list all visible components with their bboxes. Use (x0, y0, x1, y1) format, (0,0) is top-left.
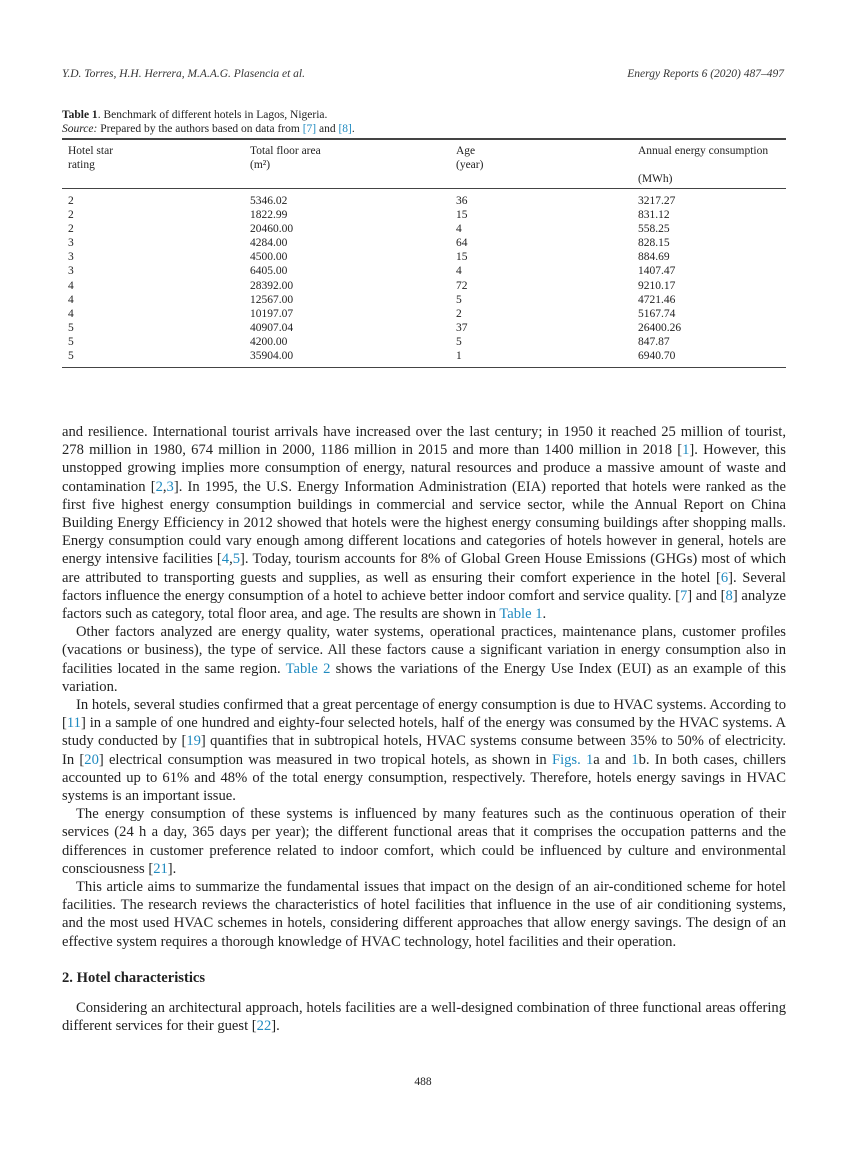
table-row (62, 335, 786, 349)
table-cell: 3217.27 (638, 195, 676, 207)
text-run: ] electrical consumption was measured in two tropical hotels, as shown in (98, 751, 552, 768)
table-cell: 6405.00 (250, 265, 288, 278)
column-header-line: Annual energy consumption (638, 145, 769, 157)
citation-link[interactable]: 21 (153, 860, 168, 877)
citation-link[interactable]: 11 (66, 715, 81, 732)
text-run: and resilience. International tourist arrivals have increased over the last century; in 1950 it reached 25 million of tourist, 278 million in 1980, 674 million in 2000, 1186 million in 2015 and more than 1400 million in 2018 [ (62, 424, 786, 459)
column-header (450, 139, 632, 189)
column-header-line: rating (68, 159, 95, 171)
table-cell: 4284.00 (250, 237, 288, 250)
table-row (62, 321, 786, 335)
table-cell: 558.25 (638, 223, 670, 236)
table-row (62, 236, 786, 250)
table-cell: 12567.00 (250, 293, 294, 306)
text-run: Considering an architectural approach, hotels facilities are a well-designed combination of three functional areas offering different services for their guest [ (62, 1000, 786, 1035)
text-run: shows the variations of the Energy Use Index (EUI) as an example of this variation. (62, 660, 787, 695)
citation-link[interactable]: 1 (682, 442, 690, 459)
table-row (62, 264, 786, 278)
table-cell: 64 (456, 237, 468, 250)
citation-link[interactable]: 5 (232, 551, 241, 568)
ref-link[interactable]: [7] (302, 123, 317, 135)
table-row (62, 349, 786, 368)
column-header-line: (year) (456, 159, 484, 171)
table-cell: 884.69 (638, 251, 670, 264)
text-run: In hotels, several studies confirmed that a great percentage of energy consumption is due to HVAC systems. According to [ (62, 697, 786, 732)
table-header-row (62, 139, 786, 189)
table-cell: 4721.46 (638, 293, 676, 306)
table-cell: 36 (456, 195, 468, 207)
citation-link[interactable]: 4 (221, 551, 230, 568)
running-header-authors: Y.D. Torres, H.H. Herrera, M.A.A.G. Plasencia et al. (62, 68, 305, 80)
paragraph (62, 999, 786, 1035)
citation-link[interactable]: Figs. 1 (551, 751, 594, 768)
citation-link[interactable]: Table 1 (499, 606, 543, 623)
column-header-line: Hotel star (68, 145, 114, 157)
table-cell: 2 (68, 209, 74, 222)
table-cell: 3 (68, 251, 74, 264)
text-run: ] analyze factors such as category, total floor area, and age. The results are shown in (62, 587, 786, 623)
text-run: The energy consumption of these systems is influenced by many features such as the continuous operation of their services (24 h a day, 365 days per year); the different functional areas that it comprises the occupation patterns and the differences in customer preference related to indoor comfort, which could be influenced by culture and environmental consciousness [ (62, 806, 786, 877)
table-row (62, 222, 786, 236)
table-cell: 4 (456, 265, 462, 278)
citation-link[interactable]: 19 (186, 733, 201, 750)
citation-link[interactable]: 7 (680, 587, 688, 604)
body-text (62, 423, 786, 1036)
text-run: ] quantifies that in subtropical hotels, HVAC systems consume between 35% to 50% of electricity. In [ (62, 733, 786, 768)
table-cell: 5 (68, 321, 74, 334)
column-header-line: Total floor area (250, 145, 321, 157)
table-cell: 26400.26 (638, 321, 682, 334)
text-run: ] in a sample of one hundred and eighty-four selected hotels, half of the energy was consumed by the HVAC systems. A study conducted by [ (62, 715, 786, 750)
table-cell: 5 (456, 293, 462, 306)
column-header (62, 139, 244, 189)
paragraph (62, 696, 786, 805)
table-cell: 2 (68, 223, 74, 236)
table-cell: 4 (68, 293, 74, 306)
text-run: ]. (271, 1018, 280, 1035)
table-cell: 28392.00 (250, 279, 294, 292)
table-cell: 1 (456, 350, 462, 363)
table-cell: 10197.07 (250, 307, 294, 320)
table-row (62, 250, 786, 264)
source-label: Source: (62, 123, 98, 135)
citation-link[interactable]: Table 2 (285, 660, 331, 677)
citation-link[interactable]: 3 (166, 478, 174, 495)
table-cell: 9210.17 (638, 279, 676, 292)
table-cell: 5 (456, 335, 462, 348)
table-cell: 6940.70 (638, 350, 676, 363)
text-run: ]. However, this unstopped growing implies more consumption of energy, natural resources and produce a massive amount of waste and contamination [ (62, 442, 786, 495)
text-run: ]. Several factors influence the energy consumption of a hotel to achieve better indoor comfort and service quality. [ (62, 569, 786, 604)
table-row (62, 208, 786, 222)
table-caption-text: . Benchmark of different hotels in Lagos, Nigeria. (97, 109, 328, 121)
paragraph (62, 423, 786, 623)
column-header-line (68, 172, 238, 186)
text-run: ]. Today, tourism accounts for 8% of Global Green House Emissions (GHGs) most of which are attributed to transporting guests and supplies, as well as ensuring their comfort experience in the hotel [ (62, 551, 786, 586)
table-row (62, 189, 786, 209)
table-cell: 15 (456, 209, 468, 222)
table-cell: 3 (68, 237, 74, 250)
table-cell: 831.12 (638, 209, 670, 222)
ref-link[interactable]: [8] (338, 123, 352, 135)
table-cell: 5 (68, 335, 74, 348)
column-header-line (638, 158, 780, 172)
table-caption (62, 108, 355, 136)
text-run: a and (593, 751, 632, 768)
column-header-line: (MWh) (638, 173, 673, 185)
table-row (62, 293, 786, 307)
paragraph (62, 805, 786, 878)
citation-link[interactable]: 20 (84, 751, 99, 768)
column-header-line: (m²) (250, 159, 271, 171)
text-run: . (542, 606, 547, 623)
table-cell: 72 (456, 279, 468, 292)
table-cell: 4500.00 (250, 251, 288, 264)
text-run: ]. (167, 860, 177, 877)
table-cell: 5346.02 (250, 195, 288, 207)
table-cell: 20460.00 (250, 223, 294, 236)
page-number: 488 (414, 1076, 432, 1088)
table-cell: 40907.04 (250, 321, 294, 334)
column-header-line (250, 172, 444, 186)
text-run: b. In both cases, chillers accounted up to 61% and 48% of the total energy consumption, respectively. Therefore, hotels energy savings in HVAC systems is an important issue. (62, 751, 786, 805)
citation-link[interactable]: 8 (725, 587, 733, 604)
table-label: Table 1 (62, 109, 98, 121)
table-cell: 4 (68, 307, 74, 320)
text-run: , (229, 551, 233, 568)
table-cell: 15 (456, 251, 468, 264)
table-row (62, 279, 786, 293)
column-header-line: Age (456, 145, 476, 157)
column-header (244, 139, 450, 189)
table-cell: 2 (456, 307, 462, 320)
source-text: Prepared by the authors based on data from (97, 123, 303, 135)
table-cell: 847.87 (638, 335, 670, 348)
table-row (62, 307, 786, 321)
table-cell: 3 (68, 265, 74, 278)
text-run: ]. In 1995, the U.S. Energy Information Administration (EIA) reported that hotels were ranked as the first five highest energy consumption buildings in commercial and service sector, while the Annual Report on China Building Energy Efficiency in 2012 showed that hotels were the highest energy consuming buildings after shopping malls. Energy consumption could vary enough among different locations and categories of hotels however in general, hotels are energy intensive facilities [ (62, 478, 786, 568)
source-text: and (316, 123, 339, 135)
column-header-line (456, 172, 626, 186)
table-cell: 1407.47 (638, 265, 676, 278)
text-run: This article aims to summarize the fundamental issues that impact on the design of an air-conditioned scheme for hotel facilities. The research reviews the characteristics of hotel facilities that influence in the use of air conditioning systems, and the most used HVAC schemes in hotels, considering different approaches that allow energy savings. The design of an effective system requires a thorough knowledge of HVAC technology, hotel facilities and their operation. (62, 879, 786, 950)
text-run: Other factors analyzed are energy quality, water systems, operational practices, maintenance plans, customer profiles (vacations or business), the type of service. All these factors cause a significant variation in energy consumption also in facilities located in the same region. (62, 624, 786, 677)
table-cell: 4 (68, 279, 74, 292)
citation-link[interactable]: 1 (631, 751, 639, 768)
benchmark-table (62, 138, 786, 368)
text-run: , (162, 478, 167, 495)
table-cell: 4200.00 (250, 335, 288, 348)
paragraph (62, 623, 786, 696)
paragraph (62, 878, 786, 951)
section-heading: 2. Hotel characteristics (62, 969, 206, 986)
table-cell: 5 (68, 350, 74, 363)
table-cell: 37 (456, 321, 468, 334)
table-cell: 35904.00 (250, 350, 294, 363)
column-header (632, 139, 786, 189)
citation-link[interactable]: 22 (256, 1018, 272, 1035)
table-cell: 2 (68, 195, 74, 207)
citation-link[interactable]: 2 (155, 478, 163, 495)
table-cell: 828.15 (638, 237, 670, 250)
running-header-journal: Energy Reports 6 (2020) 487–497 (627, 68, 784, 80)
citation-link[interactable]: 6 (720, 569, 729, 586)
table-cell: 1822.99 (250, 209, 288, 222)
table-cell: 4 (456, 223, 462, 236)
text-run: ] and [ (687, 587, 726, 604)
table-cell: 5167.74 (638, 307, 676, 320)
source-text: . (351, 123, 355, 135)
